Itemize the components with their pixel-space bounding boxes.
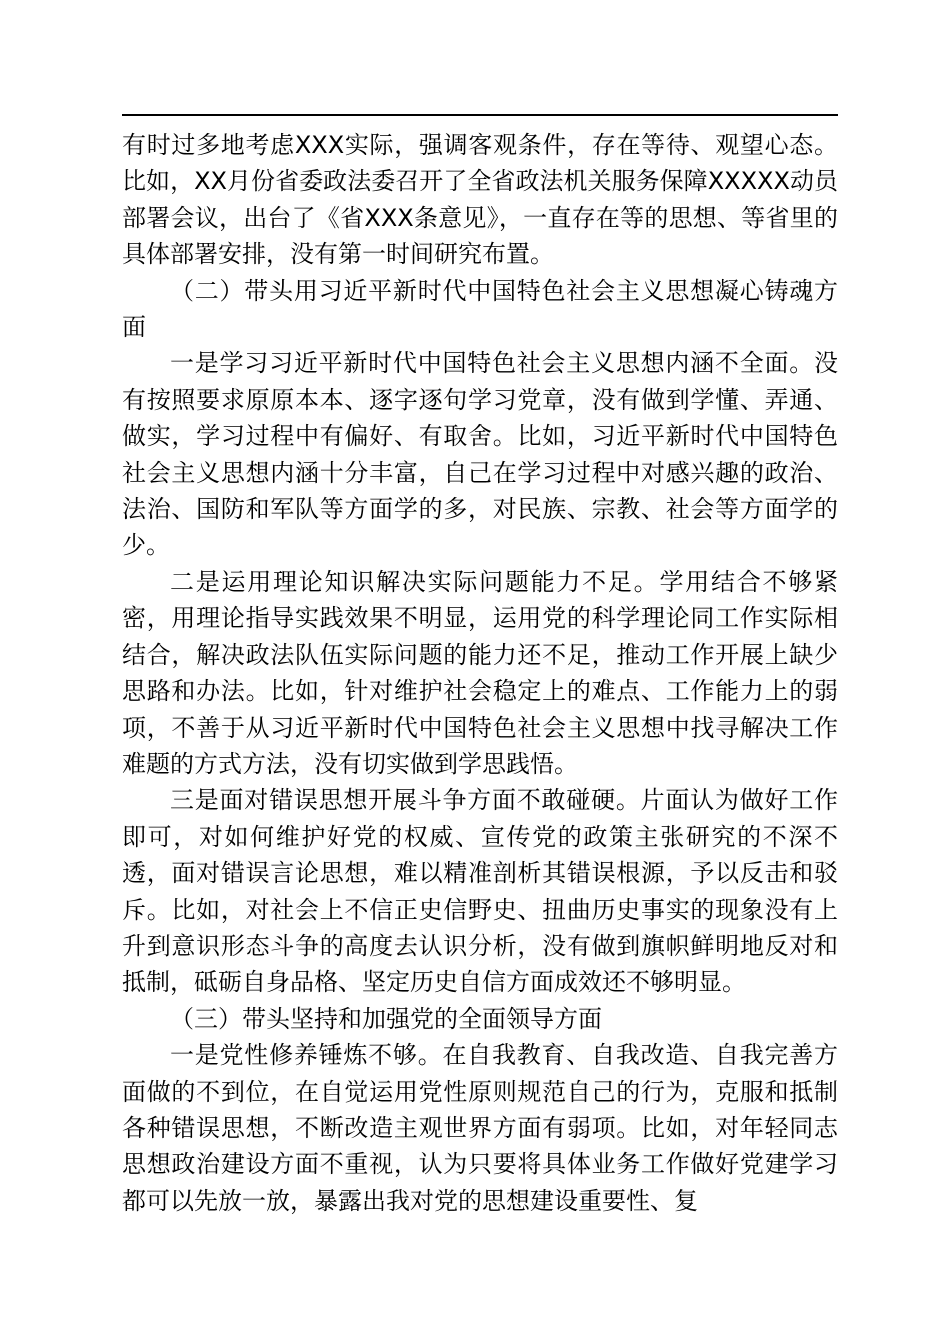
paragraph-continuation: 有时过多地考虑XXX实际，强调客观条件，存在等待、观望心态。比如，XX月份省委政法委召开了全省政法机关服务保障XXXXX动员部署会议，出台了《省XXX条意见》，一直存在等的思想、等省里的具体部署安排，没有第一时间研究布置。 (122, 131, 838, 269)
paragraph-3-1: 一是党性修养锤炼不够。在自我教育、自我改造、自我完善方面做的不到位，在自觉运用党性原则规范自己的行为，克服和抵制各种错误思想，不断改造主观世界方面有弱项。比如，对年轻同志思想政治建设方面不重视，认为只要将具体业务工作做好党建学习都可以先放一放，暴露出我对党的思想建设重要性、复 (122, 1041, 838, 1215)
paragraph-2-2: 二是运用理论知识解决实际问题能力不足。学用结合不够紧密，用理论指导实践效果不明显，运用党的科学理论同工作实际相结合，解决政法队伍实际问题的能力还不足，推动工作开展上缺少思路和办法。比如，针对维护社会稳定上的难点、工作能力上的弱项，不善于从习近平新时代中国特色社会主义思想中找寻解决工作难题的方式方法，没有切实做到学思践悟。 (122, 567, 838, 778)
paragraph-2-3: 三是面对错误思想开展斗争方面不敢碰硬。片面认为做好工作即可，对如何维护好党的权威、宣传党的政策主张研究的不深不透，面对错误言论思想，难以精准剖析其错误根源，予以反击和驳斥。比如，对社会上不信正史信野史、扭曲历史事实的现象没有上升到意识形态斗争的高度去认识分析，没有做到旗帜鲜明地反对和抵制，砥砺自身品格、坚定历史自信方面成效还不够明显。 (122, 786, 838, 997)
paragraph-2-1: 一是学习习近平新时代中国特色社会主义思想内涵不全面。没有按照要求原原本本、逐字逐句学习党章，没有做到学懂、弄通、做实，学习过程中有偏好、有取舍。比如，习近平新时代中国特色社会主义思想内涵十分丰富，自己在学习过程中对感兴趣的政治、法治、国防和军队等方面学的多，对民族、宗教、社会等方面学的少。 (122, 349, 838, 560)
section-heading-3: （三）带头坚持和加强党的全面领导方面 (170, 1004, 602, 1033)
document-body (122, 127, 838, 1219)
section-heading-2: （二）带头用习近平新时代中国特色社会主义思想凝心铸魂方面 (122, 276, 838, 342)
header-rule (122, 114, 838, 116)
